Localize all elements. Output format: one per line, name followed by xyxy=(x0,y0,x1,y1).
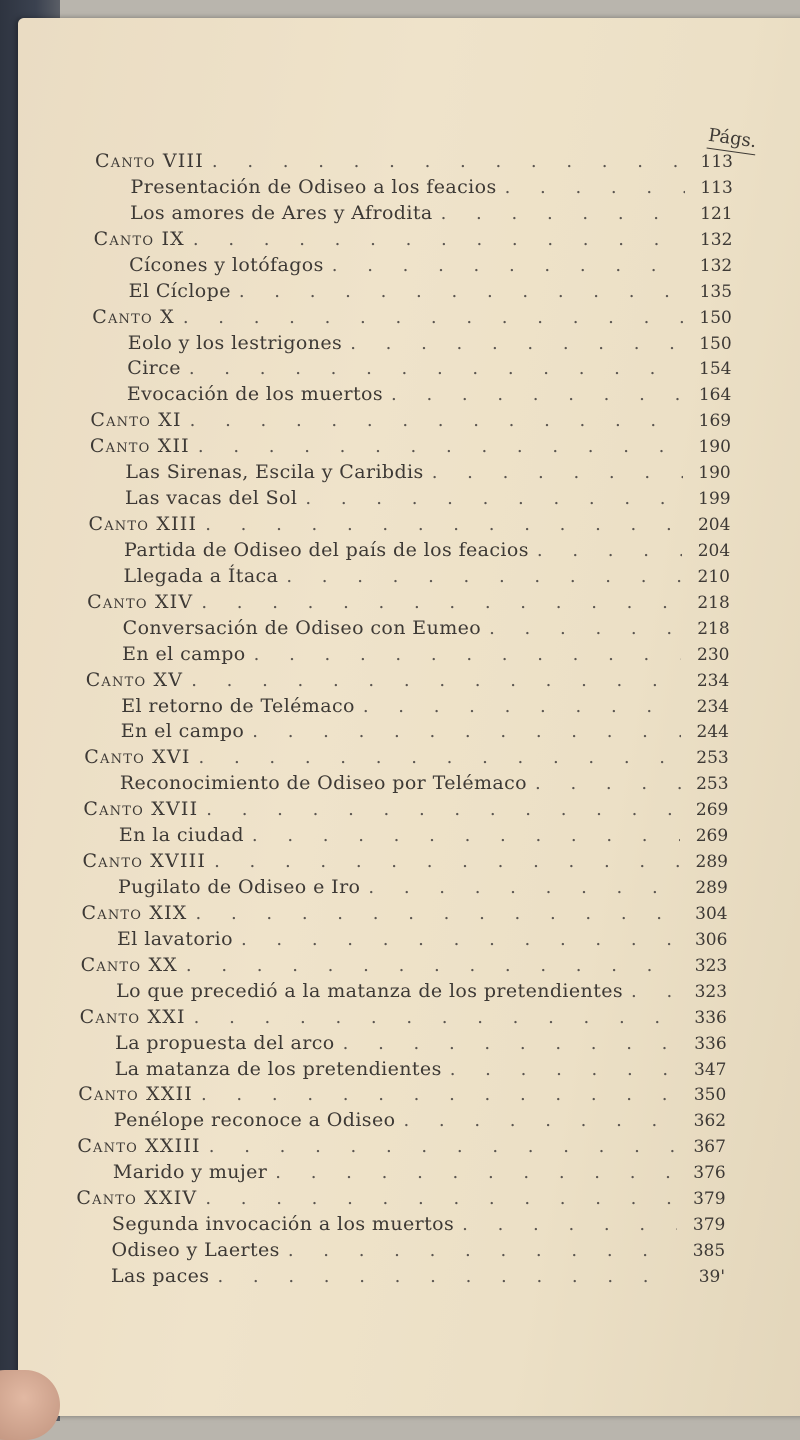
dot-leader xyxy=(254,644,682,665)
toc-entry-title: Canto XIV xyxy=(87,590,194,613)
toc-page-number: 347 xyxy=(694,1059,727,1080)
toc-entry-row xyxy=(115,1058,727,1084)
toc-entry-title: Canto XX xyxy=(80,953,178,976)
toc-page-number: 132 xyxy=(699,229,733,250)
dot-leader xyxy=(403,1110,678,1131)
dot-leader xyxy=(450,1059,679,1080)
toc-entry-row xyxy=(117,928,727,954)
dot-leader xyxy=(212,151,685,172)
toc-page-number: 132 xyxy=(699,255,733,276)
toc-page-number: 362 xyxy=(693,1111,727,1132)
toc-entry-title: Reconocimiento de Odiseo por Telémaco xyxy=(119,772,527,795)
dot-leader xyxy=(441,203,685,224)
toc-entry-title: Cícones y lotófagos xyxy=(129,253,324,276)
toc-page-number: 336 xyxy=(694,1033,727,1054)
toc-page-number: 367 xyxy=(693,1137,726,1158)
dot-leader xyxy=(199,747,681,768)
toc-entry-title: La propuesta del arco xyxy=(115,1031,335,1054)
toc-canto-row xyxy=(82,850,728,876)
toc-entry-title: Evocación de los muertos xyxy=(126,383,384,406)
dot-leader xyxy=(275,1162,677,1183)
toc-page-number: 210 xyxy=(697,566,730,587)
dot-leader xyxy=(631,981,679,1002)
dot-leader xyxy=(205,514,682,535)
toc-canto-row xyxy=(80,1006,727,1032)
toc-entry-title: Penélope reconoce a Odiseo xyxy=(113,1109,396,1132)
toc-entry-row xyxy=(114,1109,726,1135)
toc-entry-title: Canto XV xyxy=(85,668,184,691)
toc-page-number: 230 xyxy=(697,644,730,665)
toc-entry-title: Lo que precedió a la matanza de los pretendientes xyxy=(116,979,624,1002)
toc-entry-row xyxy=(127,357,731,383)
toc-entry-title: El retorno de Telémaco xyxy=(121,694,355,717)
toc-entry-title: Partida de Odiseo del país de los feacios xyxy=(124,538,529,561)
toc-entry-title: Canto XXII xyxy=(78,1083,193,1106)
toc-entry-row xyxy=(121,695,729,721)
toc-entry-row xyxy=(121,720,729,746)
toc-entry-row xyxy=(122,643,729,669)
dot-leader xyxy=(206,799,680,820)
dot-leader xyxy=(305,488,682,509)
toc-entry-title: El lavatorio xyxy=(117,927,233,950)
dot-leader xyxy=(183,307,684,328)
toc-entry-row xyxy=(129,280,732,306)
toc-entry-title: Conversación de Odiseo con Eumeo xyxy=(122,616,482,639)
toc-canto-row xyxy=(76,1187,725,1213)
toc-page-number: 253 xyxy=(696,748,729,769)
dot-leader xyxy=(368,877,679,898)
toc-entry-row xyxy=(111,1265,725,1291)
toc-entry-title: Canto XII xyxy=(89,435,190,458)
dot-leader xyxy=(252,825,680,846)
toc-page-number: 336 xyxy=(694,1007,727,1028)
toc-page-number: 306 xyxy=(694,929,728,950)
toc-page-number: 150 xyxy=(699,307,732,328)
toc-entry-title: Llegada a Ítaca xyxy=(123,564,279,587)
toc-entry-row xyxy=(128,332,732,358)
toc-canto-row xyxy=(86,669,730,695)
toc-entry-title: En el campo xyxy=(120,720,245,743)
toc-page-number: 204 xyxy=(697,515,731,536)
toc-page-number: 39' xyxy=(698,1267,725,1287)
toc-entry-title: Marido y mujer xyxy=(112,1161,268,1184)
dot-leader xyxy=(217,1266,677,1287)
toc-entry-title: Odiseo y Laertes xyxy=(111,1239,280,1262)
toc-canto-row xyxy=(90,435,731,461)
toc-entry-row xyxy=(116,980,727,1006)
dot-leader xyxy=(537,540,682,561)
toc-entry-title: En la ciudad xyxy=(118,824,244,847)
toc-page-number: 199 xyxy=(698,489,731,510)
dot-leader xyxy=(214,851,680,872)
toc-page-number: 385 xyxy=(692,1241,726,1262)
toc-entry-row xyxy=(113,1161,726,1187)
dot-leader xyxy=(189,358,684,379)
toc-entry-row xyxy=(123,617,730,643)
toc-entry-title: Canto XI xyxy=(90,409,182,432)
toc-entry-title: En el campo xyxy=(122,642,246,665)
toc-page-number: 304 xyxy=(695,903,728,924)
dot-leader xyxy=(186,955,679,976)
toc-entry-row xyxy=(124,539,730,565)
pags-header: Págs. xyxy=(707,125,758,156)
toc-canto-row xyxy=(81,954,728,980)
toc-page-number: 234 xyxy=(696,696,730,717)
toc-entry-title: Canto XIX xyxy=(81,901,188,924)
toc-canto-row xyxy=(77,1135,726,1161)
toc-entry-row xyxy=(124,565,730,591)
dot-leader xyxy=(193,229,685,250)
toc-page-number: 169 xyxy=(698,411,732,432)
dot-leader xyxy=(201,1084,678,1105)
toc-canto-row xyxy=(90,409,731,435)
toc-entry-row xyxy=(130,202,733,228)
dot-leader xyxy=(191,670,681,691)
toc-page-number: 190 xyxy=(698,463,731,484)
toc-entry-title: Eolo y los lestrigones xyxy=(127,331,343,354)
dot-leader xyxy=(241,929,679,950)
toc-entry-title: Canto VIII xyxy=(95,150,204,172)
toc-entry-row xyxy=(131,176,733,202)
toc-entry-title: Canto XXIV xyxy=(76,1187,198,1210)
toc-page-number: 204 xyxy=(697,540,731,561)
dot-leader xyxy=(252,721,681,742)
dot-leader xyxy=(505,177,685,198)
toc-page-number: 289 xyxy=(695,878,728,899)
dot-leader xyxy=(209,1136,678,1157)
toc-page-number: 190 xyxy=(698,437,731,458)
toc-entry-row xyxy=(119,824,728,850)
toc-entry-title: Canto IX xyxy=(93,227,185,250)
dot-leader xyxy=(201,592,682,613)
dot-leader xyxy=(391,384,683,405)
toc-entry-title: Las paces xyxy=(111,1265,210,1287)
toc-canto-row xyxy=(78,1083,726,1109)
toc-entry-row xyxy=(111,1239,725,1265)
toc-entry-row xyxy=(120,772,729,798)
toc-entry-row xyxy=(115,1032,726,1058)
toc-entry-title: Canto X xyxy=(92,305,175,328)
toc-canto-row xyxy=(94,228,733,254)
toc-canto-row xyxy=(87,591,730,617)
toc-entry-row xyxy=(112,1213,725,1239)
toc-entry-title: Segunda invocación a los muertos xyxy=(111,1213,455,1236)
dot-leader xyxy=(489,618,682,639)
dot-leader xyxy=(363,696,681,717)
toc-entry-row xyxy=(118,876,728,902)
toc-canto-row xyxy=(82,902,728,928)
dot-leader xyxy=(286,566,682,587)
toc-entry-title: Circe xyxy=(127,357,181,380)
toc-canto-row xyxy=(88,513,730,539)
toc-page-number: 135 xyxy=(699,281,733,302)
toc-page-number: 218 xyxy=(697,592,730,613)
toc-entry-title: Canto XVIII xyxy=(82,850,207,873)
toc-page-number: 376 xyxy=(693,1163,726,1184)
toc-page-number: 379 xyxy=(692,1215,726,1236)
toc-page-number: 289 xyxy=(695,852,728,873)
toc-page-number: 244 xyxy=(696,722,729,743)
toc-canto-row xyxy=(95,150,733,176)
dot-leader xyxy=(196,903,680,924)
dot-leader xyxy=(239,281,684,302)
toc-page-number: 150 xyxy=(699,333,732,354)
toc-page-number: 121 xyxy=(700,203,733,224)
dot-leader xyxy=(198,436,683,457)
toc-entry-title: Canto XIII xyxy=(88,513,198,536)
toc-entry-row xyxy=(129,254,732,280)
toc-page-number: 379 xyxy=(693,1189,726,1210)
toc-page-number: 113 xyxy=(700,152,733,172)
toc-entry-title: Presentación de Odiseo a los feacios xyxy=(130,175,497,198)
dot-leader xyxy=(332,255,684,276)
toc-canto-row xyxy=(83,798,728,824)
toc-page-number: 269 xyxy=(695,826,729,847)
toc-entry-row xyxy=(127,383,732,409)
dot-leader xyxy=(432,462,683,483)
dot-leader xyxy=(190,410,683,431)
toc-entry-title: El Cíclope xyxy=(128,279,231,302)
toc-entry-title: Pugilato de Odiseo e Iro xyxy=(117,876,361,899)
dot-leader xyxy=(535,773,681,794)
dot-leader xyxy=(343,1033,679,1054)
dot-leader xyxy=(205,1188,677,1209)
dot-leader xyxy=(462,1214,677,1235)
toc-canto-row xyxy=(92,306,732,332)
toc-page-number: 164 xyxy=(698,385,732,406)
toc-page-number: 154 xyxy=(699,359,732,380)
toc-entry-row xyxy=(125,461,730,487)
toc-entry-row xyxy=(125,487,731,513)
toc-entry-title: La matanza de los pretendientes xyxy=(114,1057,442,1080)
toc-page-number: 269 xyxy=(695,800,729,821)
toc-entry-title: Los amores de Ares y Afrodita xyxy=(130,201,433,224)
toc-page-number: 253 xyxy=(696,774,729,795)
toc-entry-title: Las vacas del Sol xyxy=(124,487,298,510)
toc-page-number: 323 xyxy=(694,955,728,976)
dot-leader xyxy=(288,1240,677,1261)
toc-page-number: 113 xyxy=(700,177,733,198)
dot-leader xyxy=(350,333,684,354)
toc-entry-title: Canto XVII xyxy=(83,798,199,821)
dot-leader xyxy=(194,1007,679,1028)
toc-entry-title: Canto XXIII xyxy=(77,1135,201,1158)
toc-entry-title: Canto XVI xyxy=(84,746,191,769)
toc-page-number: 350 xyxy=(693,1085,727,1106)
toc-canto-row xyxy=(84,746,728,772)
toc-entry-title: Canto XXI xyxy=(79,1005,186,1028)
toc-page-number: 323 xyxy=(694,981,728,1002)
toc-page-number: 234 xyxy=(696,670,730,691)
toc-page-number: 218 xyxy=(697,618,730,639)
toc-entry-title: Las Sirenas, Escila y Caribdis xyxy=(125,461,424,484)
